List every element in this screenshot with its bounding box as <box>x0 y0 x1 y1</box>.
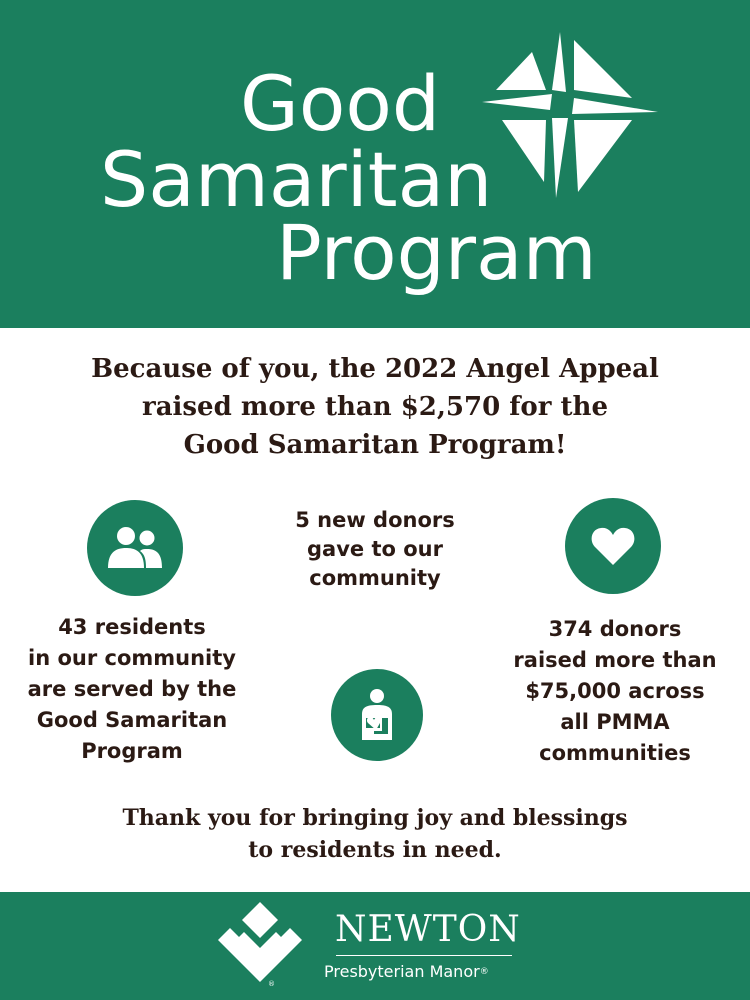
cross-icon <box>482 32 658 202</box>
stat-line: gave to our <box>307 537 443 561</box>
total-donors-stat <box>492 614 738 769</box>
stat-line: in our community <box>28 646 236 670</box>
residents-stat <box>10 612 254 767</box>
stat-line: $75,000 across <box>525 679 705 703</box>
thank-you-message <box>60 802 690 866</box>
brand-name: NEWTON <box>335 909 521 950</box>
caregiver-heart-icon <box>331 669 423 761</box>
stat-line: communities <box>539 741 691 765</box>
stat-line: 374 donors <box>548 617 682 641</box>
stat-line: Program <box>81 739 183 763</box>
thanks-line: Thank you for bringing joy and blessings <box>122 805 628 831</box>
brand-divider <box>336 955 512 956</box>
title-line-3: Program <box>276 208 597 297</box>
people-icon <box>87 500 183 596</box>
appeal-line: raised more than $2,570 for the <box>142 392 608 422</box>
stat-line: raised more than <box>513 648 717 672</box>
newton-chevron-logo <box>216 900 304 992</box>
stat-line: Good Samaritan <box>36 708 228 732</box>
stat-line: community <box>309 566 441 590</box>
brand-subtitle <box>324 962 534 982</box>
stat-line: 5 new donors <box>295 508 455 532</box>
stat-line: 43 residents <box>58 615 206 639</box>
appeal-line: Good Samaritan Program! <box>183 430 567 460</box>
logo-registered-mark: ® <box>268 980 275 988</box>
brand-subtitle-text: Presbyterian Manor <box>324 962 480 981</box>
appeal-message <box>40 350 710 464</box>
stat-line: all PMMA <box>560 710 670 734</box>
registered-mark: ® <box>479 967 489 977</box>
header-banner <box>0 0 750 328</box>
title-line-1: Good <box>240 59 441 148</box>
stat-line: are served by the <box>27 677 237 701</box>
appeal-line: Because of you, the 2022 Angel Appeal <box>91 354 659 384</box>
thanks-line: to residents in need. <box>248 837 502 863</box>
new-donors-stat <box>260 506 490 593</box>
title-line-2: Samaritan <box>100 135 493 224</box>
heart-icon <box>565 498 661 594</box>
